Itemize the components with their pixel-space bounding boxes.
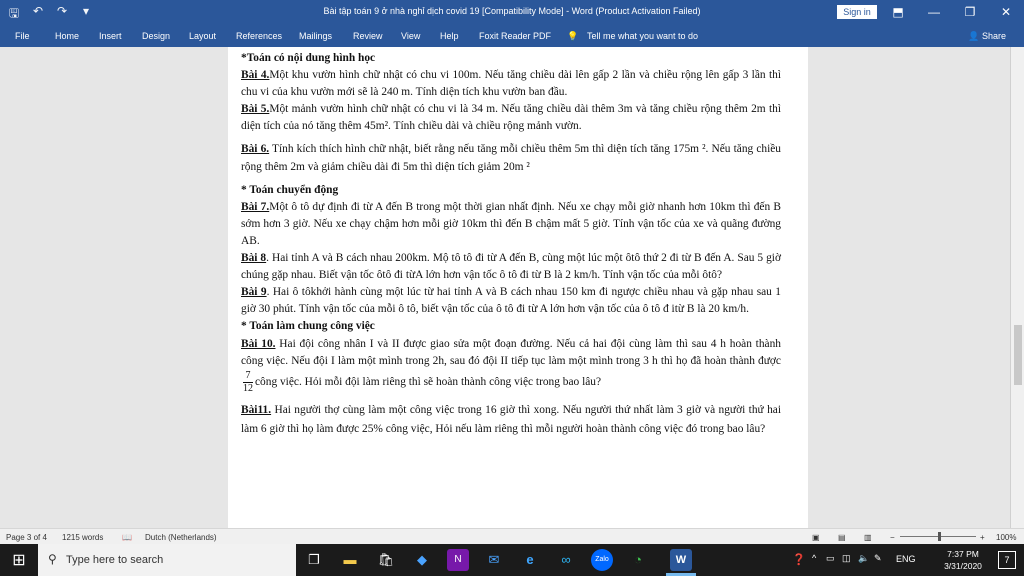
- tell-me-search[interactable]: Tell me what you want to do: [587, 31, 699, 41]
- fraction-denominator: 12: [243, 382, 253, 394]
- tab-mailings[interactable]: Mailings: [299, 31, 333, 41]
- restore-button[interactable]: ❐: [964, 5, 976, 19]
- sign-in-button[interactable]: Sign in: [837, 5, 877, 19]
- heading-work: * Toán làm chung công việc: [241, 320, 375, 333]
- lightbulb-icon: 💡: [567, 31, 579, 41]
- tab-layout[interactable]: Layout: [189, 31, 217, 41]
- problem-11-text: Hai người thợ cùng làm một công việc trong 16 giờ thì xong. Nếu người thứ nhất làm 3 giờ và người thứ hai làm 6 giờ thì họ làm được 25% công việc, Hỏi nếu làm riêng thì mỗi người hoàn thành công việc đó trong bao lâu?: [241, 403, 781, 435]
- problem-10-text-a: Hai đội công nhân I và II được giao sửa một đoạn đường. Nếu cả hai đội cùng làm thì sau 4 h hoàn thành công việc. Nếu đội I làm một mình trong 2h, sau đó đội II tiếp tục làm một mình trong 3 h thì họ đã hoàn thành được: [241, 337, 781, 367]
- language[interactable]: Dutch (Netherlands): [145, 533, 217, 542]
- clock[interactable]: [938, 548, 988, 572]
- problem-9-text: . Hai ô tôkhởi hành cùng một lúc từ hai tỉnh A và B cách nhau 150 km đi ngược chiều nhau và gặp nhau sau 1 giờ 30 phút. Tính vận tốc của mỗi ô tô, biết vận tốc của ô tô đi từ A lớn hơn vận tốc của ô tô đ itừ B là 20 km/h.: [241, 286, 781, 316]
- input-language[interactable]: ENG: [896, 554, 916, 564]
- zalo-icon[interactable]: Zalo: [591, 549, 613, 571]
- problem-6-label: Bài 6.: [241, 143, 270, 156]
- search-placeholder: Type here to search: [66, 554, 164, 566]
- zoom-slider-knob[interactable]: [938, 532, 941, 541]
- tab-insert[interactable]: Insert: [99, 31, 122, 41]
- pen-icon[interactable]: ✎: [874, 553, 882, 563]
- share-button[interactable]: [968, 31, 1006, 42]
- problem-9-label: Bài 9: [241, 286, 267, 299]
- problem-6: [241, 141, 781, 175]
- problem-6-text: Tính kích thích hình chữ nhật, biết rằng nếu tăng mỗi chiều thêm 5m thì diện tích tăng 175m ². Nếu tăng chiều rộng thêm 2m và giảm chiều dài đi 5m thì diện tích giảm 20m ²: [241, 143, 781, 173]
- redo-icon[interactable]: ↷: [56, 4, 68, 18]
- task-view-icon[interactable]: ❐: [308, 552, 320, 567]
- undo-icon[interactable]: ↶: [32, 4, 44, 18]
- taskbar: [0, 544, 1024, 576]
- read-mode-icon[interactable]: ▣: [812, 533, 820, 542]
- notifications-icon[interactable]: 7: [998, 551, 1016, 569]
- file-explorer-icon[interactable]: ▬: [343, 552, 357, 567]
- store-icon[interactable]: 🛍: [377, 552, 395, 567]
- problem-10-text-b: công việc. Hỏi mỗi đội làm riêng thì sẽ hoàn thành công việc trong bao lâu?: [255, 375, 602, 388]
- help-icon[interactable]: ❓: [792, 554, 806, 566]
- tab-foxit-reader-pdf[interactable]: Foxit Reader PDF: [479, 31, 552, 41]
- problem-11-label: Bài11.: [241, 403, 272, 416]
- problem-7-label: Bài 7.: [241, 200, 270, 213]
- problem-8-label: Bài 8: [241, 252, 267, 265]
- problem-5: [241, 101, 781, 135]
- tab-help[interactable]: Help: [440, 31, 459, 41]
- dropbox-icon[interactable]: ◆: [417, 552, 427, 567]
- edge-icon[interactable]: e: [526, 552, 534, 567]
- share-label: Share: [981, 31, 1006, 41]
- tab-home[interactable]: Home: [55, 31, 80, 41]
- problem-8: [241, 250, 781, 284]
- problem-5-label: Bài 5.: [241, 103, 270, 116]
- problem-5-text: Một mảnh vườn hình chữ nhật có chu vi là 34 m. Nếu tăng chiều dài thêm 3m và tăng chiều rộng thêm 2m thì diện tích của nó tăng thêm 45m². Tính chiều dài và chiều rộng mảnh vườn.: [241, 103, 781, 133]
- problem-9: [241, 284, 781, 318]
- onenote-icon[interactable]: N: [447, 549, 469, 571]
- battery-icon[interactable]: ▭: [826, 553, 835, 563]
- show-hidden-icons-icon[interactable]: ^: [812, 553, 817, 563]
- problem-4-text: Một khu vườn hình chữ nhật có chu vi 100m. Nếu tăng chiều dài lên gấp 2 lần và chiều rộng lên gấp 3 lần thì chu vi của khu vườn mới sẽ là 240 m. Tính diện tích khu vườn ban đầu.: [241, 69, 781, 99]
- window-controls: [880, 0, 1024, 25]
- window-title: Bài tập toán 9 ở nhà nghỉ dịch covid 19 [Compatibility Mode] - Word (Product Activation Failed): [323, 6, 701, 16]
- tab-file[interactable]: File: [15, 31, 30, 41]
- word-icon[interactable]: W: [670, 549, 692, 571]
- start-button[interactable]: [0, 544, 38, 576]
- zoom-level[interactable]: 100%: [996, 533, 1017, 542]
- vertical-scrollbar[interactable]: [1010, 47, 1024, 528]
- ribbon-tabs: [0, 25, 1024, 47]
- proofing-icon[interactable]: 📖: [122, 533, 132, 542]
- mail-icon[interactable]: ✉: [488, 552, 500, 567]
- word-count[interactable]: 1215 words: [62, 533, 104, 542]
- document-content[interactable]: [241, 50, 781, 439]
- app-green-icon[interactable]: ◔: [634, 552, 642, 567]
- search-icon: ⚲: [48, 552, 57, 566]
- tab-view[interactable]: View: [401, 31, 421, 41]
- network-icon[interactable]: ◫: [842, 553, 851, 563]
- heading-geometry: *Toán có nội dung hình học: [241, 52, 376, 64]
- problem-7: [241, 199, 781, 250]
- customize-qat-icon[interactable]: ▾: [82, 4, 90, 18]
- problem-7-text: Một ô tô dự định đi từ A đến B trong một thời gian nhất định. Nếu xe chạy mỗi giờ nhanh hơn 10km thì đến B sớm hơn 3 giờ. Nếu xe chạy chậm hơn mỗi giờ 10km thì đến B chậm mất 5 giờ. Tính vận tốc của xe và quãng đường AB.: [241, 200, 781, 247]
- problem-4-label: Bài 4.: [241, 69, 270, 82]
- taskbar-search[interactable]: [38, 544, 296, 576]
- web-layout-icon[interactable]: ▥: [864, 533, 872, 542]
- status-bar: [0, 528, 1024, 544]
- person-icon: 👤: [968, 31, 980, 41]
- title-bar: [0, 0, 1024, 25]
- problem-10: [241, 336, 781, 395]
- tab-references[interactable]: References: [236, 31, 283, 41]
- document-area: [0, 47, 1024, 528]
- zoom-out-icon[interactable]: −: [890, 533, 895, 542]
- tab-design[interactable]: Design: [142, 31, 171, 41]
- page-count[interactable]: Page 3 of 4: [6, 533, 47, 542]
- problem-10-label: Bài 10.: [241, 337, 276, 350]
- document-page[interactable]: [228, 47, 808, 528]
- clock-date: 3/31/2020: [944, 561, 982, 571]
- windows-icon: ⊞: [12, 552, 26, 569]
- minimize-button[interactable]: —: [928, 5, 940, 19]
- scrollbar-thumb[interactable]: [1014, 325, 1022, 385]
- infinity-icon[interactable]: ∞: [561, 552, 571, 567]
- problem-11: [241, 401, 781, 439]
- ribbon-display-options-icon[interactable]: ⬒: [892, 5, 904, 19]
- tab-review[interactable]: Review: [353, 31, 383, 41]
- clock-time: 7:37 PM: [947, 549, 979, 559]
- zoom-in-icon[interactable]: +: [980, 533, 985, 542]
- close-button[interactable]: ✕: [1000, 5, 1012, 19]
- fraction: [243, 370, 253, 395]
- problem-4: [241, 67, 781, 101]
- heading-motion: * Toán chuyển động: [241, 183, 339, 196]
- problem-8-text: . Hai tỉnh A và B cách nhau 200km. Mộ tô tô đi từ A đến B, cùng một lúc một ôtô thứ 2 đi từ B đến A. Sau 5 giờ chúng gặp nhau. Biết vận tốc ôtô đi từA lớn hơn vận tốc ô tô đi từ B là 2 km/h. Tính vận tốc của mỗi ôtô?: [241, 252, 781, 282]
- save-icon[interactable]: 🖫: [8, 6, 20, 20]
- print-layout-icon[interactable]: ▤: [838, 533, 846, 542]
- fraction-numerator: 7: [243, 370, 253, 383]
- volume-icon[interactable]: 🔈: [858, 553, 870, 563]
